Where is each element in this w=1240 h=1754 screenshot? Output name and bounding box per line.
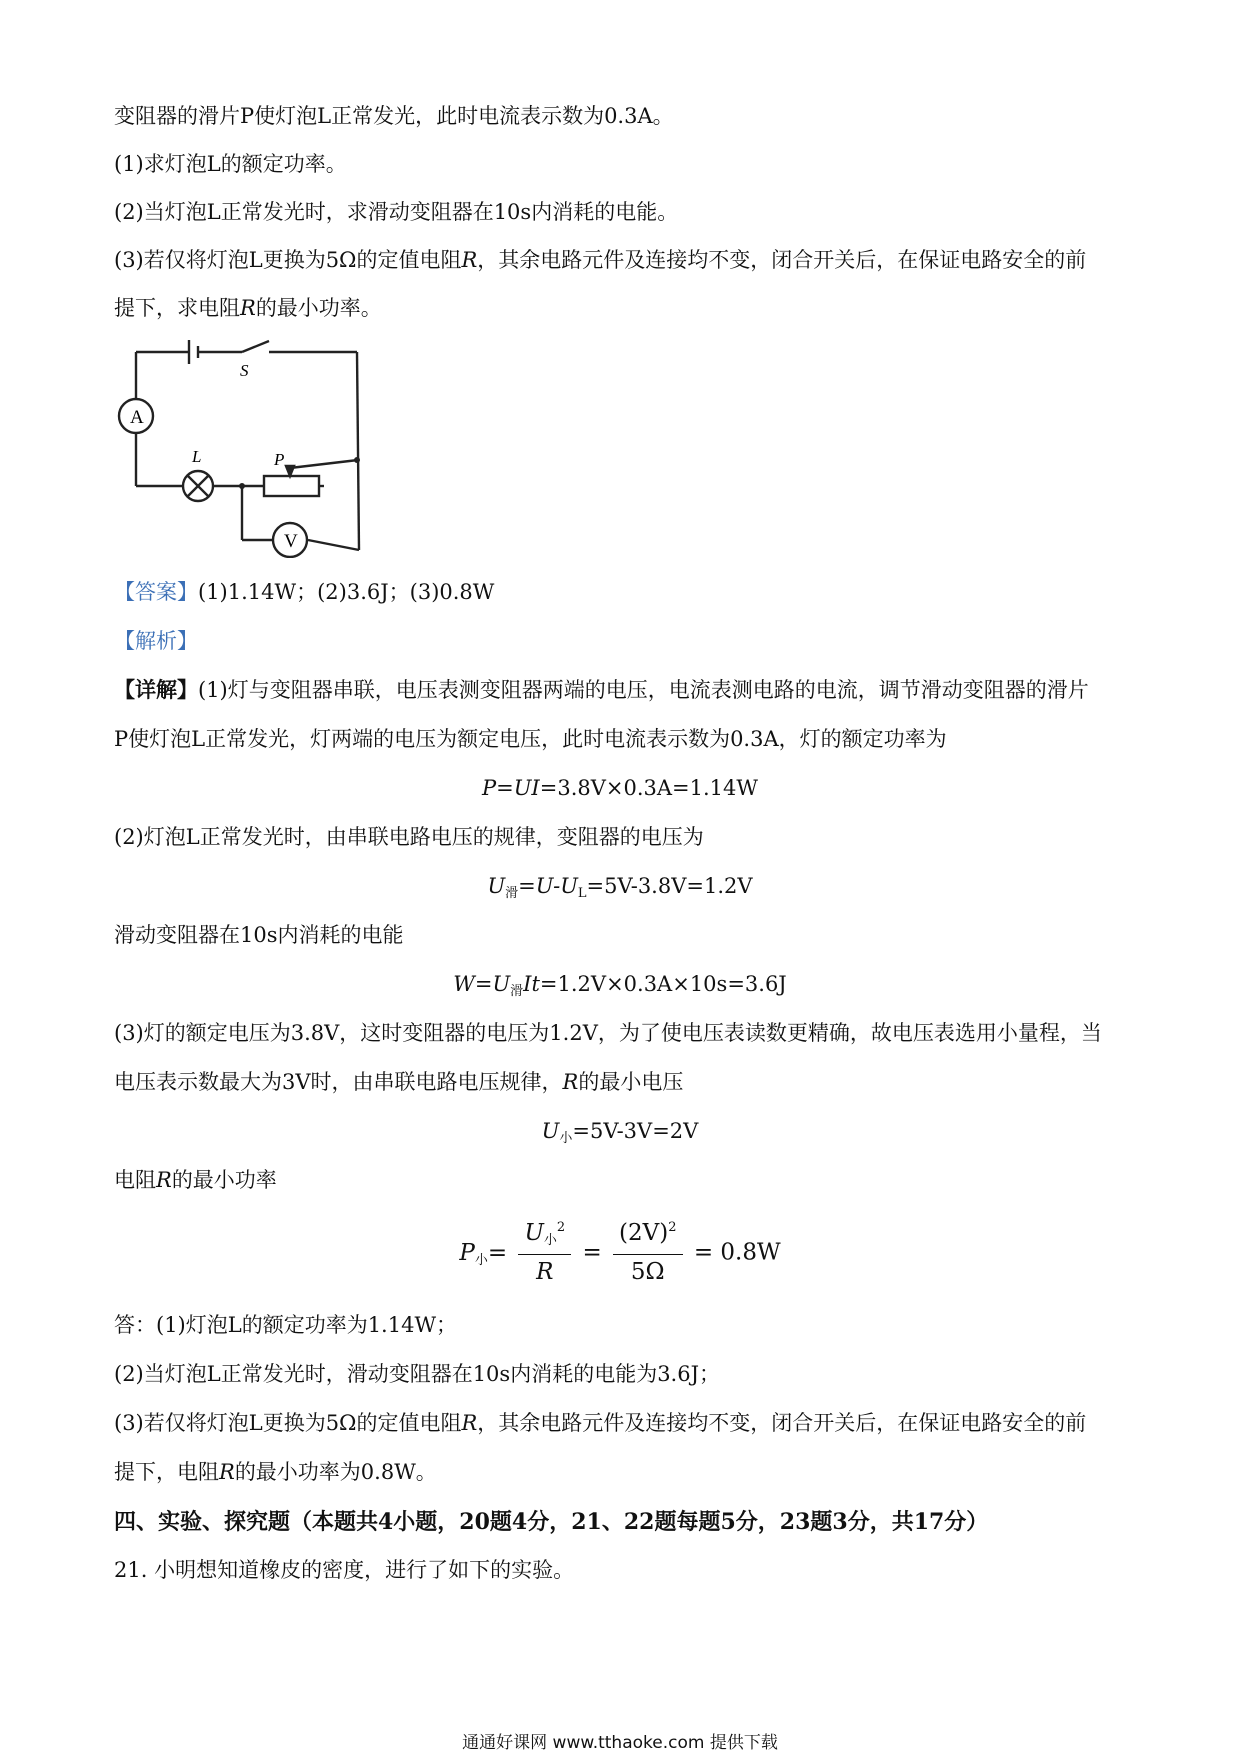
- conclusion-2: (2)当灯泡L正常发光时，滑动变阻器在10s内消耗的电能为3.6J；: [114, 1362, 721, 1386]
- formula-1: P=UI=3.8V×0.3A=1.14W: [482, 776, 758, 800]
- fraction-1: $\frac{U小^2}{R}$: [518, 1218, 571, 1287]
- circuit-diagram: [114, 338, 374, 558]
- question-3: (3)若仅将灯泡L更换为5Ω的定值电阻R，其余电路元件及连接均不变，闭合开关后，在保证电路安全的前: [114, 248, 1087, 272]
- detail-p3: (2)灯泡L正常发光时，由串联电路电压的规律，变阻器的电压为: [114, 825, 704, 849]
- footer-credit: 通通好课网 www.tthaoke.com 提供下载: [462, 1733, 778, 1753]
- detail-p7: 电阻R的最小功率: [114, 1168, 277, 1192]
- analysis-tag: 【解析】: [114, 629, 198, 653]
- detail-p2: P使灯泡L正常发光，灯两端的电压为额定电压，此时电流表示数为0.3A，灯的额定功率为: [114, 727, 947, 751]
- lamp-label: L: [192, 447, 202, 466]
- question-1: (1)求灯泡L的额定功率。: [114, 152, 347, 176]
- detail-p5: (3)灯的额定电压为3.8V，这时变阻器的电压为1.2V，为了使电压表读数更精确，故电压表选用小量程，当: [114, 1021, 1102, 1045]
- formula-5: P小= $\frac{U小^2}{R}$ = $\frac{(2V)^2}{5\Omega}$ = 0.8W: [459, 1220, 781, 1285]
- formula-3: W=U滑It=1.2V×0.3A×10s=3.6J: [453, 972, 787, 999]
- conclusion-3: (3)若仅将灯泡L更换为5Ω的定值电阻R，其余电路元件及连接均不变，闭合开关后，在保证电路安全的前: [114, 1411, 1087, 1435]
- detail-p4: 滑动变阻器在10s内消耗的电能: [114, 923, 404, 947]
- answer-tag: 【答案】: [114, 580, 198, 604]
- formula-4: U小=5V-3V=2V: [541, 1119, 699, 1146]
- detail-tag: 【详解】: [114, 677, 198, 702]
- fraction-2: $\frac{(2V)^2}{5\Omega}$: [613, 1218, 682, 1287]
- formula-2: U滑=U-UL=5V-3.8V=1.2V: [487, 874, 753, 901]
- slider-label: P: [274, 450, 285, 469]
- detail-p6: 电压表示数最大为3V时，由串联电路电压规律，R的最小电压: [114, 1070, 684, 1094]
- question-2: (2)当灯泡L正常发光时，求滑动变阻器在10s内消耗的电能。: [114, 200, 679, 224]
- switch-label: S: [240, 361, 249, 380]
- question-21: 21. 小明想知道橡皮的密度，进行了如下的实验。: [114, 1558, 575, 1582]
- question-3-cont: 提下，求电阻R的最小功率。: [114, 296, 382, 320]
- detail-p1: 【详解】(1)灯与变阻器串联，电压表测变阻器两端的电压，电流表测电路的电流，调节滑动变阻器的滑片: [114, 677, 1089, 702]
- voltmeter-label: V: [284, 531, 298, 552]
- text-line: 变阻器的滑片P使灯泡L正常发光，此时电流表示数为0.3A。: [114, 104, 674, 128]
- section-heading: 四、实验、探究题（本题共4小题，20题4分，21、22题每题5分，23题3分，共17分）: [114, 1509, 989, 1535]
- conclusion-1: 答：(1)灯泡L的额定功率为1.14W；: [114, 1313, 458, 1337]
- answer-line: 【答案】(1)1.14W；(2)3.6J；(3)0.8W: [114, 580, 495, 604]
- analysis-line: [114, 627, 198, 655]
- ammeter-label: A: [130, 407, 144, 428]
- conclusion-4: 提下，电阻R的最小功率为0.8W。: [114, 1460, 437, 1484]
